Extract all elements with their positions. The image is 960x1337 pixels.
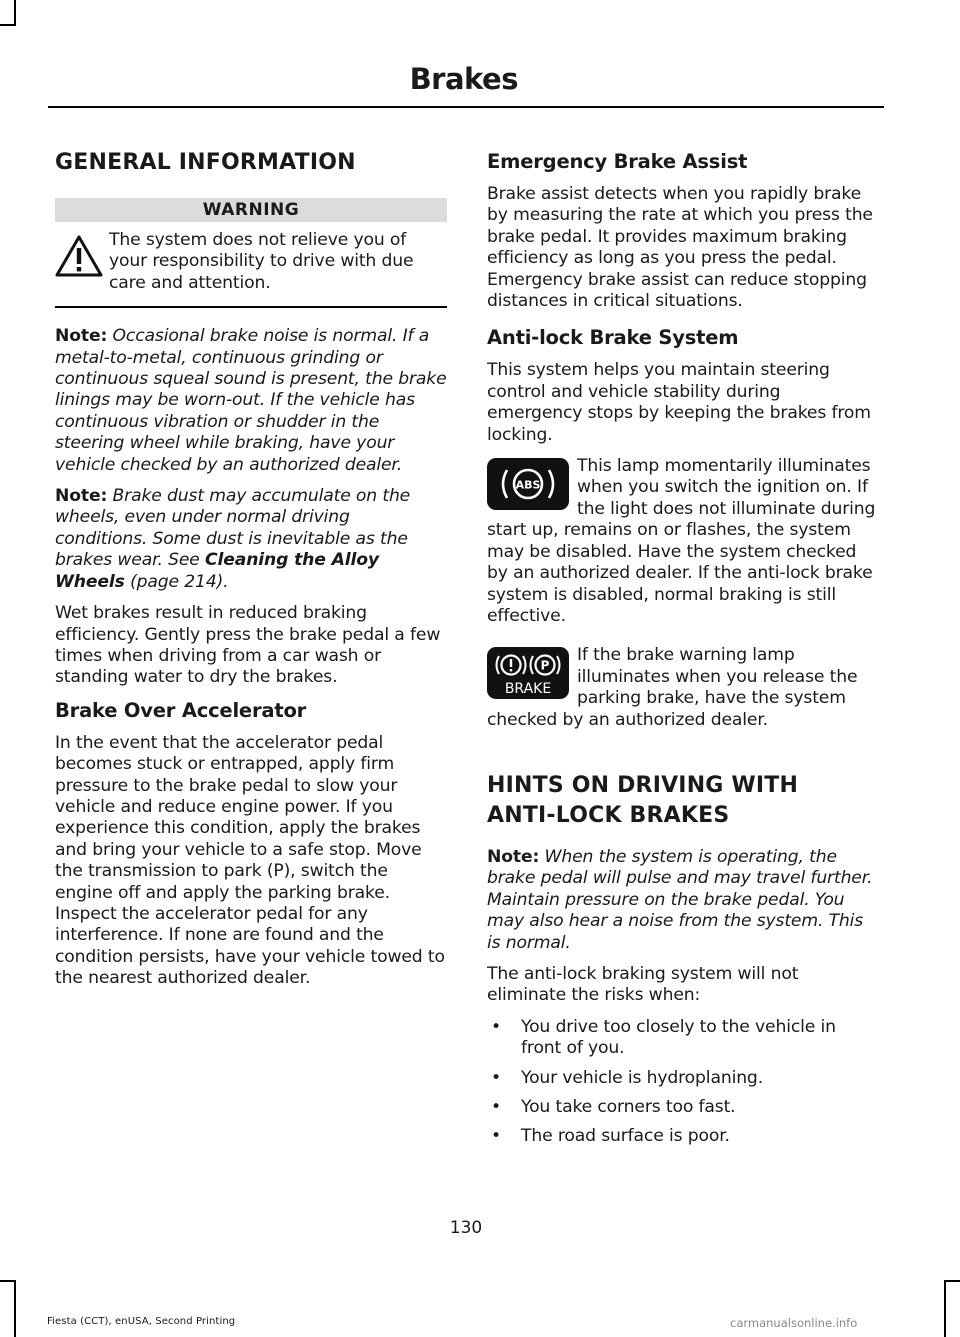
list-item: • You drive too closely to the vehicle in front of you.: [487, 1017, 880, 1060]
list-item: • Your vehicle is hydroplaning.: [487, 1068, 880, 1089]
list-item: • You take corners too fast.: [487, 1097, 880, 1118]
brake-lamp-block: [487, 645, 880, 731]
crop-mark: [14, 0, 16, 26]
warning-rule: [55, 306, 447, 308]
subheading-brake-over-accelerator: Brake Over Accelerator: [55, 698, 307, 722]
page-title: Brakes: [409, 62, 518, 96]
page-header: [0, 62, 938, 96]
list-item: • The road surface is poor.: [487, 1126, 880, 1147]
left-column: [55, 140, 447, 1000]
crop-mark: [14, 1280, 16, 1337]
warning-triangle-icon: [55, 234, 103, 278]
subheading-emergency-brake-assist: Emergency Brake Assist: [487, 150, 748, 173]
risks-intro: The anti-lock braking system will not eliminate the risks when:: [487, 963, 799, 1006]
brake-over-accelerator-text: In the event that the accelerator pedal becomes stuck or entrapped, apply firm pressure to the brake pedal to slow your vehicle and reduce engine power. If you experience this condition, apply the brakes and bring your vehicle to a safe stop. Move the transmission to park (P), switch the engine off and apply the parking brake. Inspect the accelerator pedal for any interference. If none are found and the condition persists, have your vehicle towed to the nearest authorized dealer.: [55, 732, 445, 989]
crop-mark: [944, 1280, 946, 1337]
cross-reference-link[interactable]: Cleaning the Alloy Wheels: [55, 550, 379, 592]
crop-mark: [0, 1280, 16, 1282]
watermark-text: carmanualsonline.info: [730, 1316, 858, 1330]
note-brake-noise: Note: Occasional brake noise is normal. If a metal-to-metal, continuous grinding or continuous squeal sound is present, the brake linings may be worn-out. If the vehicle has continuous vibration or shudder in the steering wheel while braking, have your vehicle checked by an authorized dealer.: [55, 326, 447, 475]
section-heading-hints: HINTS ON DRIVING WITH ANTI-LOCK BRAKES: [487, 772, 799, 828]
wet-brakes-text: Wet brakes result in reduced braking efficiency. Gently press the brake pedal a few times when driving from a car wash or standing water to dry the brakes.: [55, 603, 441, 688]
emergency-brake-assist-text: Brake assist detects when you rapidly brake by measuring the rate at which you press the brake pedal. It provides maximum braking efficiency as long as you press the pedal. Emergency brake assist can reduce stopping distances in critical situations.: [487, 184, 873, 312]
right-column: [487, 146, 880, 1156]
warning-text: The system does not relieve you of your responsibility to drive with due care and attention.: [109, 230, 414, 293]
section-heading: GENERAL INFORMATION: [55, 150, 356, 175]
brake-warning-lamp-icon: [487, 647, 569, 699]
abs-lamp-text: This lamp momentarily illuminates when you switch the ignition on. If the light does not illuminate during start up, remains on or flashes, the system may be disabled. Have the system checked by an authorized dealer. If the anti-lock brake system is disabled, normal braking is still effective.: [487, 456, 876, 626]
page-number: 130: [449, 1218, 483, 1238]
abs-lamp-label: ABS: [515, 478, 541, 492]
crop-mark: [0, 24, 16, 26]
anti-lock-brake-system-text: This system helps you maintain steering control and vehicle stability during emergency stops by keeping the brakes from locking.: [487, 360, 871, 445]
header-rule: [48, 106, 884, 108]
abs-lamp-block: [487, 456, 880, 627]
note-brake-dust: Note: Brake dust may accumulate on the wheels, even under normal driving conditions. Some dust is inevitable as the brakes wear. See Cleaning the Alloy Wheels (page 214).: [55, 486, 411, 592]
subheading-anti-lock-brake-system: Anti-lock Brake System: [487, 326, 739, 350]
warning-box: [55, 230, 447, 294]
risks-list: [487, 1017, 880, 1148]
crop-mark: [944, 1280, 960, 1282]
svg-text:P: P: [540, 658, 550, 673]
footer-text: Fiesta (CCT), enUSA, Second Printing: [47, 1316, 236, 1327]
abs-warning-lamp-icon: [487, 458, 569, 510]
note-system-operating: Note: When the system is operating, the brake pedal will pulse and may travel further. Maintain pressure on the brake pedal. You may also hear a noise from the system. This is normal.: [487, 846, 873, 953]
brake-lamp-text: If the brake warning lamp illuminates when you release the parking brake, have the system checked by an authorized dealer.: [487, 645, 858, 730]
brake-lamp-label: BRAKE: [504, 681, 552, 698]
warning-label: WARNING: [55, 198, 447, 222]
